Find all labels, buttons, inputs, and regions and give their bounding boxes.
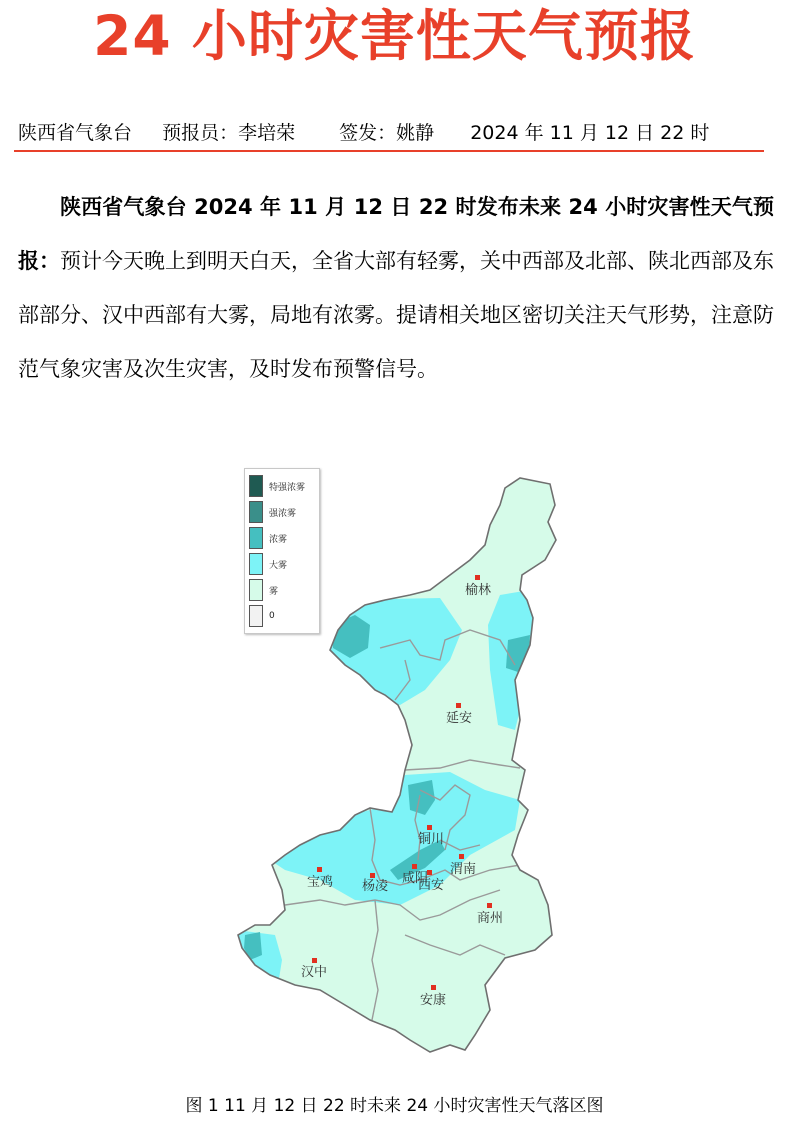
city-label-weinan: 渭南	[450, 862, 477, 877]
baoji-marker	[317, 867, 322, 872]
issue-time: 2024 年 11 月 12 日 22 时	[470, 122, 710, 144]
legend-swatch	[249, 579, 263, 601]
city-label-shangzhou: 商州	[477, 911, 504, 926]
legend-item	[249, 605, 275, 627]
page-title: 24 小时灾害性天气预报	[93, 4, 696, 68]
forecast-lead: 陕西省气象台 2024 年 11 月 12 日 22 时发布未来 24 小时灾害性天气预报：	[18, 195, 774, 273]
legend-label: 0	[269, 611, 275, 621]
city-label-yulin: 榆林	[465, 583, 492, 598]
forecaster: 预报员：李培荣	[162, 122, 296, 144]
legend-item	[249, 527, 287, 549]
legend-swatch	[249, 605, 263, 627]
legend-swatch	[249, 527, 263, 549]
legend-swatch	[249, 501, 263, 523]
signer: 签发：姚静	[339, 122, 435, 144]
ankang-marker	[431, 985, 436, 990]
yanan-marker	[456, 703, 461, 708]
shangzhou-marker	[487, 903, 492, 908]
city-label-tongchuan: 铜川	[418, 832, 445, 847]
legend-label: 雾	[269, 586, 279, 597]
legend-item	[249, 579, 278, 601]
yulin-marker	[475, 575, 480, 580]
city-label-xian: 西安	[418, 878, 445, 893]
hanzhong-marker	[312, 958, 317, 963]
city-label-baoji: 宝鸡	[307, 875, 334, 890]
legend-label: 浓雾	[269, 534, 288, 545]
dense-fog-hanzhong	[244, 932, 262, 960]
tongchuan-marker	[427, 825, 432, 830]
legend-swatch	[249, 553, 263, 575]
legend-label: 强浓雾	[269, 508, 297, 519]
xianyang-marker	[412, 864, 417, 869]
forecast-text: 预计今天晚上到明天白天，全省大部有轻雾，关中西部及北部、陕北西部及东部部分、汉中西部有大雾，局地有浓雾。提请相关地区密切关注天气形势，注意防范气象灾害及次生灾害，及时发布预警信号。	[18, 249, 774, 381]
figure-caption: 图 1 11 月 12 日 22 时未来 24 小时灾害性天气落区图	[185, 1096, 604, 1116]
weinan-marker	[459, 854, 464, 859]
map-legend	[244, 468, 320, 634]
legend-item	[249, 475, 305, 497]
city-label-yangling: 杨凌	[362, 879, 389, 894]
city-label-xianyang: 咸阳	[402, 871, 429, 886]
yangling-marker	[370, 873, 375, 878]
city-label-hanzhong: 汉中	[301, 965, 328, 980]
legend-item	[249, 553, 287, 575]
legend-swatch	[249, 475, 263, 497]
legend-label: 特强浓雾	[269, 482, 306, 493]
issuer: 陕西省气象台	[18, 122, 133, 144]
legend-label: 大雾	[269, 560, 288, 571]
city-label-yanan: 延安	[446, 711, 473, 726]
legend-item	[249, 501, 296, 523]
city-label-ankang: 安康	[420, 993, 447, 1008]
